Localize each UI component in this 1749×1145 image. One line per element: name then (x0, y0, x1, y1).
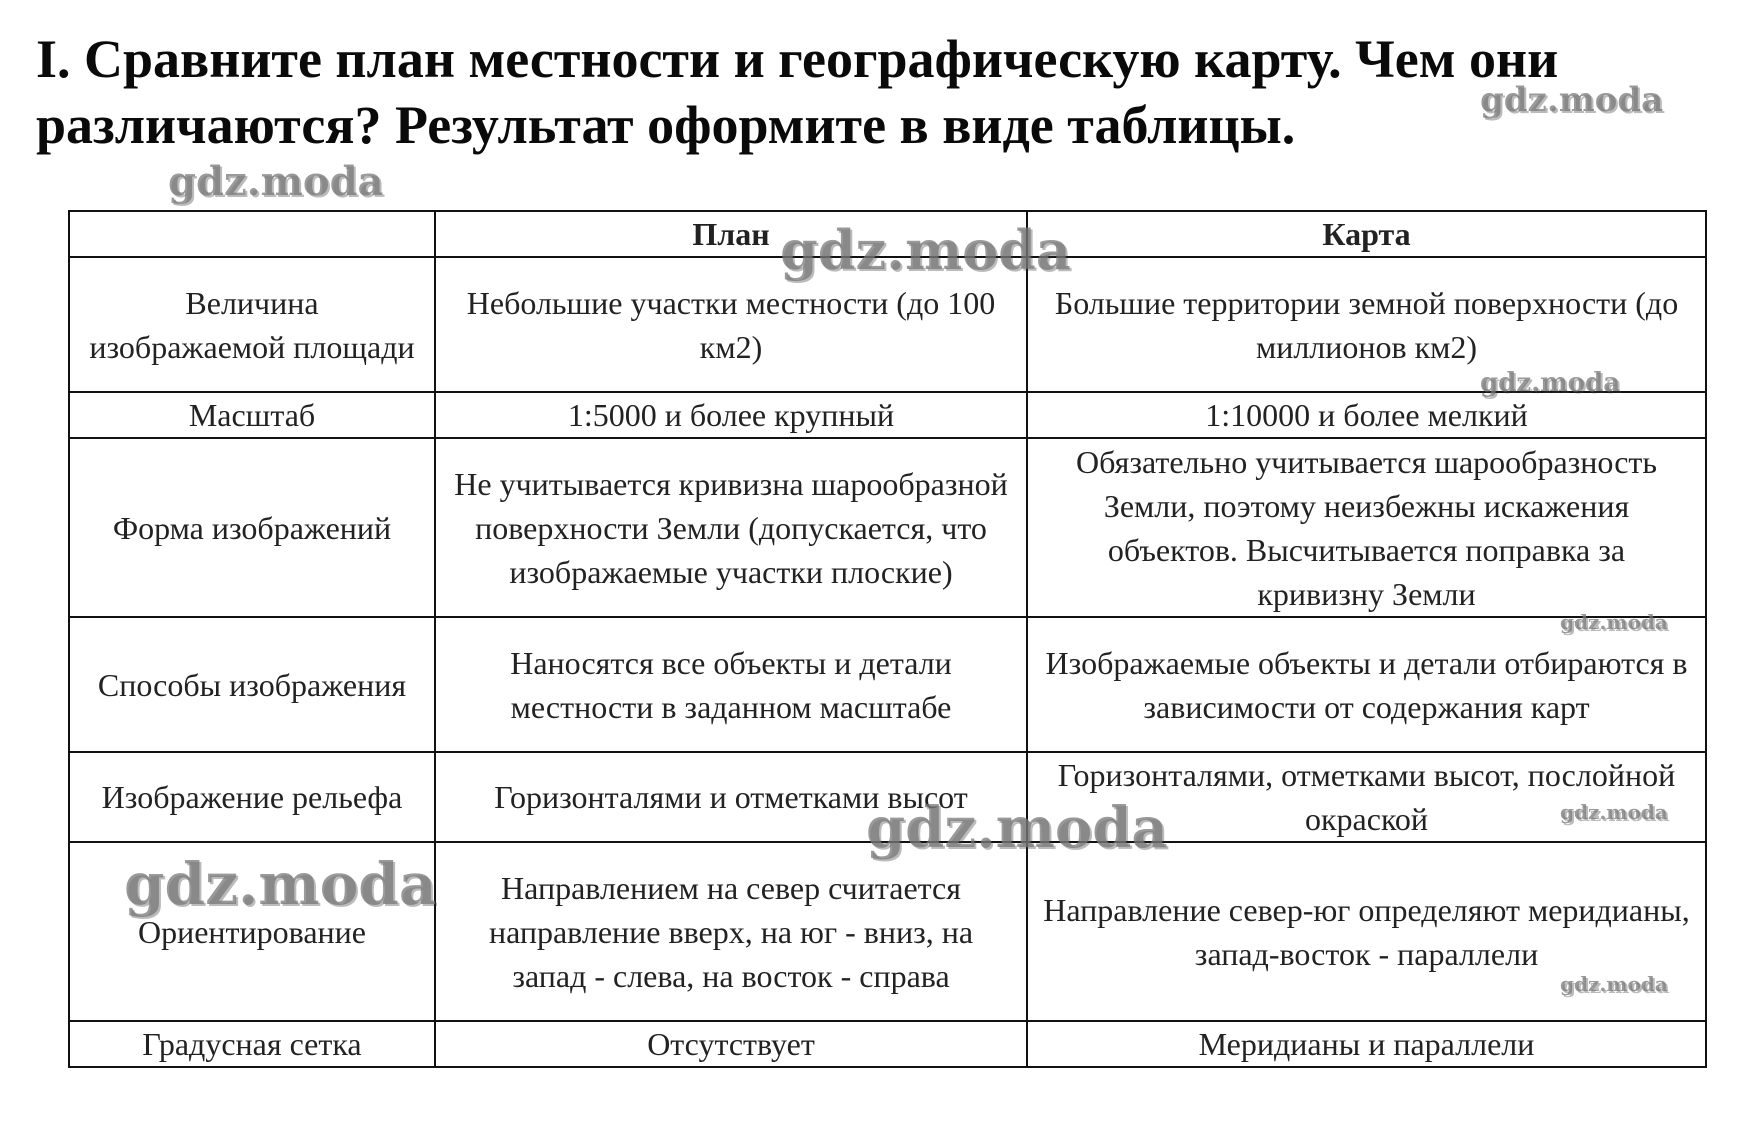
row-map-value: Горизонталями, отметками высот, послойной окраской (1027, 752, 1706, 842)
watermark: gdz.moda (1560, 972, 1668, 996)
row-plan-value: Небольшие участки местности (до 100 км2) (435, 257, 1027, 392)
table-row (69, 257, 1706, 392)
table-row (69, 842, 1706, 1021)
watermark: gdz.moda (168, 158, 384, 205)
row-criterion: Форма изображений (69, 438, 435, 617)
table-header-row (69, 211, 1706, 257)
watermark: gdz.moda (1560, 800, 1668, 824)
header-map: Карта (1027, 211, 1706, 257)
row-criterion: Изображение рельефа (69, 752, 435, 842)
watermark: gdz.moda (124, 850, 437, 918)
table-row (69, 617, 1706, 752)
watermark: gdz.moda (1480, 80, 1664, 120)
watermark: gdz.moda (1560, 610, 1668, 634)
row-criterion: Величина изображаемой площади (69, 257, 435, 392)
row-map-value: Направление север-юг определяют меридианы, запад-восток - параллели (1027, 842, 1706, 1021)
comparison-table (68, 210, 1707, 1068)
row-plan-value: 1:5000 и более крупный (435, 392, 1027, 438)
row-plan-value: Наносятся все объекты и детали местности в заданном масштабе (435, 617, 1027, 752)
table-row (69, 392, 1706, 438)
table-row (69, 752, 1706, 842)
header-empty-cell (69, 211, 435, 257)
watermark: gdz.moda (780, 218, 1071, 282)
table-row (69, 1021, 1706, 1067)
row-plan-value: Отсутствует (435, 1021, 1027, 1067)
row-map-value: Изображаемые объекты и детали отбираются в зависимости от содержания карт (1027, 617, 1706, 752)
watermark: gdz.moda (1480, 368, 1621, 398)
task-title (36, 26, 1716, 158)
row-plan-value: Горизонталями и отметками высот (435, 752, 1027, 842)
row-criterion: Масштаб (69, 392, 435, 438)
watermark: gdz.moda (866, 795, 1168, 861)
table-row (69, 438, 1706, 617)
task-title-line-2: различаются? Результат оформите в виде таблицы. (36, 95, 1296, 155)
row-map-value: Большие территории земной поверхности (до миллионов км2) (1027, 257, 1706, 392)
header-plan: План (435, 211, 1027, 257)
row-criterion: Способы изображения (69, 617, 435, 752)
row-map-value: Обязательно учитывается шарообразность Земли, поэтому неизбежны искажения объектов. Высчитывается поправка за кривизну Земли (1027, 438, 1706, 617)
row-plan-value: Не учитывается кривизна шарообразной поверхности Земли (допускается, что изображаемые участки плоские) (435, 438, 1027, 617)
row-map-value: Меридианы и параллели (1027, 1021, 1706, 1067)
row-plan-value: Направлением на север считается направление вверх, на юг - вниз, на запад - слева, на восток - справа (435, 842, 1027, 1021)
row-criterion: Ориентирование (69, 842, 435, 1021)
row-criterion: Градусная сетка (69, 1021, 435, 1067)
row-map-value: 1:10000 и более мелкий (1027, 392, 1706, 438)
task-title-line-1: I. Сравните план местности и географическую карту. Чем они (36, 29, 1559, 89)
